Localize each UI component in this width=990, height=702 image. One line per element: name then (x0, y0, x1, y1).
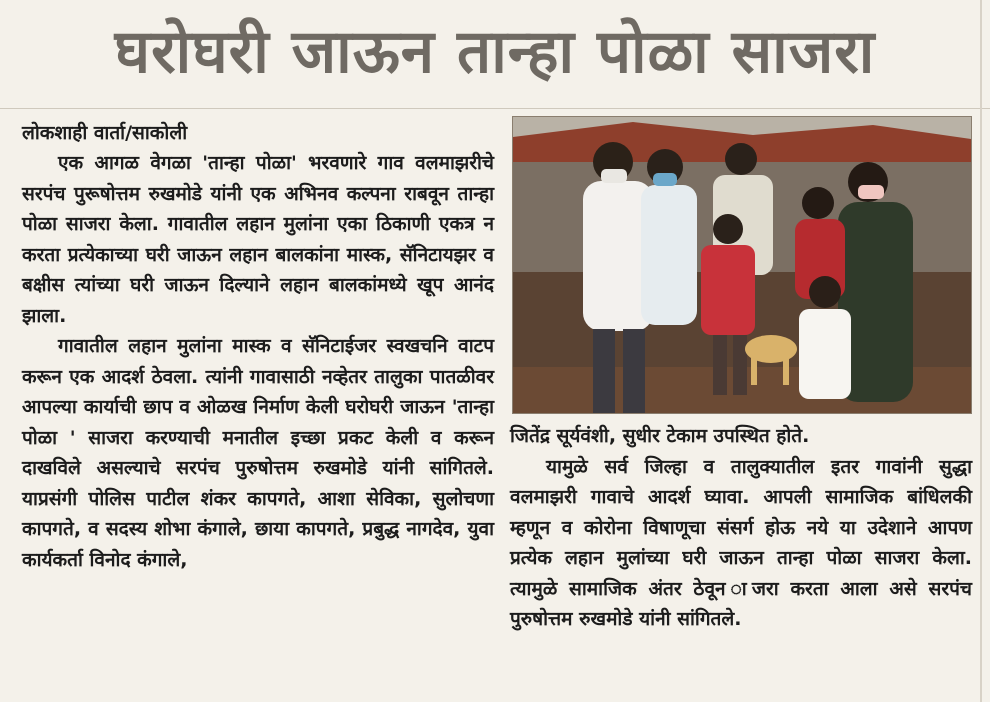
page-edge-rule (980, 0, 982, 702)
news-photo (512, 116, 972, 414)
right-paragraph-2: यामुळे सर्व जिल्हा व तालुक्यातील इतर गावांनी सुद्धा वलमाझरी गावाचे आदर्श घ्यावा. आपली सामाजिक बांधिलकी म्हणून व कोरोना विषाणूचा संसर्ग होऊ नये या उदेशाने आपण प्रत्येक लहान मुलांच्या घरी जाऊन तान्हा पोळा साजरा केला. त्यामुळे सामाजिक अंतर ठेवून ाजरा करता आला असे सरपंच पुरुषोत्तम रुखमोडे यांनी सांगितले. (510, 455, 972, 630)
left-paragraph-1: एक आगळ वेगळा 'तान्हा पोळा' भरवणारे गाव वलमाझरीचे सरपंच पुरूषोत्तम रुखमोडे यांनी एक अभिनव कल्पना राबवून तान्हा पोळा साजरा केला. गावातील लहान मुलांना एका ठिकाणी एकत्र न करता प्रत्येकाच्या घरी जाऊन लहान बालकांना मास्क, सॅनिटायझर व बक्षीस त्यांच्या घरी जाऊन दिल्याने लहान बालकांमध्ये खूप आनंद झाला. (22, 152, 494, 327)
dateline: लोकशाही वार्ता/साकोली (22, 122, 188, 144)
headline-divider (0, 108, 990, 109)
left-paragraph-2: गावातील लहान मुलांना मास्क व सॅनिटाईजर स्वखचनि वाटप करून एक आदर्श ठेवला. त्यांनी गावासाठी नव्हेतर तालुका पातळीवर आपल्या कार्याची छाप व ओळख निर्माण केली घरोघरी जाऊन 'तान्हा पोळा ' साजरा करण्याची मनातील इच्छा प्रकट केली व करून दाखविले असल्याचे सरपंच पुरुषोत्तम रुखमोडे यांनी सांगितले. याप्रसंगी पोलिस पाटील शंकर कापगते, आशा सेविका, सुलोचणा कापगते, व सदस्य शोभा कंगाले, छाया कापगते, प्रबुद्ध नागदेव, युवा कार्यकर्ता विनोद कंगाले, (22, 335, 494, 571)
news-photo-illustration (513, 117, 971, 413)
right-paragraph-1: जितेंद्र सूर्यवंशी, सुधीर टेकाम उपस्थित होते. (510, 425, 810, 447)
headline: घरोघरी जाऊन तान्हा पोळा साजरा (114, 17, 876, 87)
left-column (22, 116, 494, 575)
right-column (510, 421, 972, 635)
